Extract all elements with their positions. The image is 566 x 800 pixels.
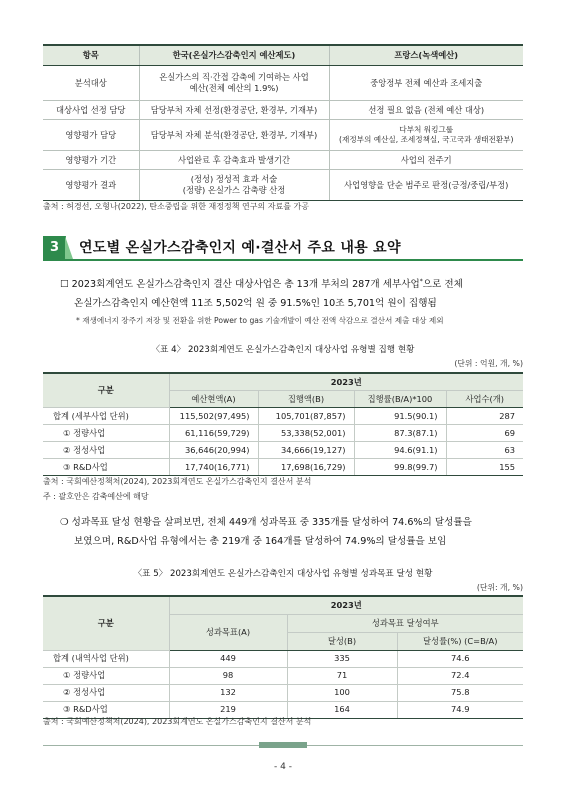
cell: 74.9 [397, 701, 523, 718]
header-france: 프랑스(녹색예산) [329, 45, 523, 66]
table-header-row [43, 596, 523, 614]
cell: 71 [287, 667, 397, 684]
cell: 담당부처 자체 선정(환경공단, 환경부, 기재부) [139, 101, 329, 120]
cell: 105,701(87,857) [258, 408, 354, 425]
table-row [43, 151, 523, 170]
cell: (정성) 정성적 효과 서술 (정량) 온실가스 감축량 산정 [139, 170, 329, 201]
header-year: 2023년 [169, 373, 523, 391]
cell: 72.4 [397, 667, 523, 684]
cell: 98 [169, 667, 287, 684]
row-label: ① 정량사업 [43, 667, 169, 684]
cell: 449 [169, 650, 287, 667]
cell: 61,116(59,729) [169, 425, 258, 442]
table-row [43, 66, 523, 101]
cell: 사업의 전주기 [329, 151, 523, 170]
header-executed: 집행액(B) [258, 391, 354, 408]
cell: 담당부처 자체 분석(환경공단, 환경부, 기재부) [139, 120, 329, 151]
para2-line1: 성과목표 달성 현황을 살펴보면, 전체 449개 성과목표 중 335개를 달성하여 74.6%의 달성률을 [71, 517, 472, 528]
header-count: 사업수(개) [446, 391, 523, 408]
row-label: ③ R&D사업 [43, 459, 169, 476]
table-row [43, 425, 523, 442]
cell: 53,338(52,001) [258, 425, 354, 442]
section-slash-decoration [65, 236, 73, 259]
cell: 132 [169, 684, 287, 701]
row-label: 합계 (내역사업 단위) [43, 650, 169, 667]
para2-line2: 보였으며, R&D사업 유형에서는 총 219개 중 164개를 달성하여 74.9%의 달성률을 보임 [74, 536, 447, 547]
page-number: - 4 - [274, 762, 292, 772]
cell: 대상사업 선정 담당 [43, 101, 139, 120]
table2-note: 주 : 괄호안은 감축예산에 해당 [43, 492, 149, 501]
table-row [43, 459, 523, 476]
cell: 287 [446, 408, 523, 425]
row-label: 합계 (세부사업 단위) [43, 408, 169, 425]
cell: 선정 필요 없음 (전체 예산 대상) [329, 101, 523, 120]
cell: 온실가스의 직·간접 감축에 기여하는 사업 예산(전체 예산의 1.9%) [139, 66, 329, 101]
cell: 74.6 [397, 650, 523, 667]
cell: 36,646(20,994) [169, 442, 258, 459]
header-item: 항목 [43, 45, 139, 66]
header-achieved: 달성(B) [287, 632, 397, 650]
row-label: ② 정성사업 [43, 684, 169, 701]
circle-bullet-icon: ❍ [60, 517, 69, 528]
table2-caption: 〈표 4〉 2023회계연도 온실가스감축인지 대상사업 유형별 집행 현황 [151, 345, 415, 355]
cell: 중앙정부 전체 예산과 조세지출 [329, 66, 523, 101]
cell: 87.3(87.1) [354, 425, 446, 442]
cell: 사업완료 후 감축효과 발생기간 [139, 151, 329, 170]
cell: 다부처 워킹그룹 (재정부의 예산실, 조세정책실, 국고국과 생태전환부) [329, 120, 523, 151]
header-rate: 집행률(B/A)*100 [354, 391, 446, 408]
header-korea: 한국(온실가스감축인지 예산제도) [139, 45, 329, 66]
section-underline [43, 259, 523, 261]
cell: 17,698(16,729) [258, 459, 354, 476]
performance-table [43, 595, 523, 719]
table-row [43, 650, 523, 667]
execution-table [43, 372, 523, 476]
cell: 100 [287, 684, 397, 701]
cell: 91.5(90.1) [354, 408, 446, 425]
cell: 69 [446, 425, 523, 442]
header-goal: 성과목표(A) [169, 614, 287, 650]
section-number: 3 [43, 236, 66, 259]
paragraph-performance-summary [60, 513, 472, 551]
table-row [43, 120, 523, 151]
table3-caption: 〈표 5〉 2023회계연도 온실가스감축인지 대상사업 유형별 성과목표 달성 현황 [133, 569, 433, 579]
cell: 94.6(91.1) [354, 442, 446, 459]
section-title: 연도별 온실가스감축인지 예·결산서 주요 내용 요약 [79, 240, 401, 256]
cell: 17,740(16,771) [169, 459, 258, 476]
row-label: ③ R&D사업 [43, 701, 169, 718]
row-label: ① 정량사업 [43, 425, 169, 442]
table1-source: 출처 : 허경선, 오형나(2022), 탄소중립을 위한 재정정책 연구의 자료를 가공 [43, 202, 309, 211]
header-group: 구분 [43, 596, 169, 650]
table2-unit: (단위 : 억원, 개, %) [454, 359, 523, 368]
cell: 219 [169, 701, 287, 718]
table-row [43, 170, 523, 201]
cell: 분석대상 [43, 66, 139, 101]
section-header [43, 236, 523, 259]
cell: 영향평가 기간 [43, 151, 139, 170]
cell: 99.8(99.7) [354, 459, 446, 476]
para1-line1-a: 2023회계연도 온실가스감축인지 결산 대상사업은 총 13개 부처의 287개 세부사업 [71, 279, 420, 291]
table2-source: 출처 : 국회예산정책처(2024), 2023회계연도 온실가스감축인지 결산서 분석 [43, 477, 312, 486]
footnote: * 재생에너지 장주기 저장 및 전환을 위한 Power to gas 기술개발이 예산 전액 삭감으로 결산서 제출 대상 제외 [76, 316, 444, 325]
comparison-table [43, 44, 523, 201]
cell: 75.8 [397, 684, 523, 701]
table-header-row [43, 45, 523, 66]
para1-line2: 온실가스감축인지 예산현액 11조 5,502억 원 중 91.5%인 10조 5,701억 원이 집행됨 [74, 298, 437, 310]
footnote-marker: * [419, 278, 423, 285]
row-label: ② 정성사업 [43, 442, 169, 459]
paragraph-budget-summary [60, 272, 463, 313]
table-row [43, 408, 523, 425]
header-year: 2023년 [169, 596, 523, 614]
cell: 63 [446, 442, 523, 459]
header-budget: 예산현액(A) [169, 391, 258, 408]
table3-unit: (단위: 개, %) [476, 583, 523, 592]
table-header-row [43, 373, 523, 391]
table-row [43, 684, 523, 701]
table-row [43, 101, 523, 120]
para1-line1-b: 으로 전체 [422, 279, 463, 291]
cell: 영향평가 담당 [43, 120, 139, 151]
footer-accent [259, 742, 307, 748]
header-achievement-rate: 달성률(%) (C=B/A) [397, 632, 523, 650]
table-row [43, 442, 523, 459]
table-row [43, 667, 523, 684]
cell: 115,502(97,495) [169, 408, 258, 425]
header-group: 구분 [43, 373, 169, 408]
cell: 155 [446, 459, 523, 476]
table3-source: 출처 : 국회예산정책처(2024), 2023회계연도 온실가스감축인지 결산서 분석 [43, 717, 312, 726]
cell: 사업영향을 단순 범주로 판정(긍정/중립/부정) [329, 170, 523, 201]
cell: 335 [287, 650, 397, 667]
checkbox-bullet-icon: ☐ [60, 279, 69, 291]
cell: 34,666(19,127) [258, 442, 354, 459]
header-achievement-group: 성과목표 달성여부 [287, 614, 523, 632]
cell: 영향평가 결과 [43, 170, 139, 201]
cell: 164 [287, 701, 397, 718]
